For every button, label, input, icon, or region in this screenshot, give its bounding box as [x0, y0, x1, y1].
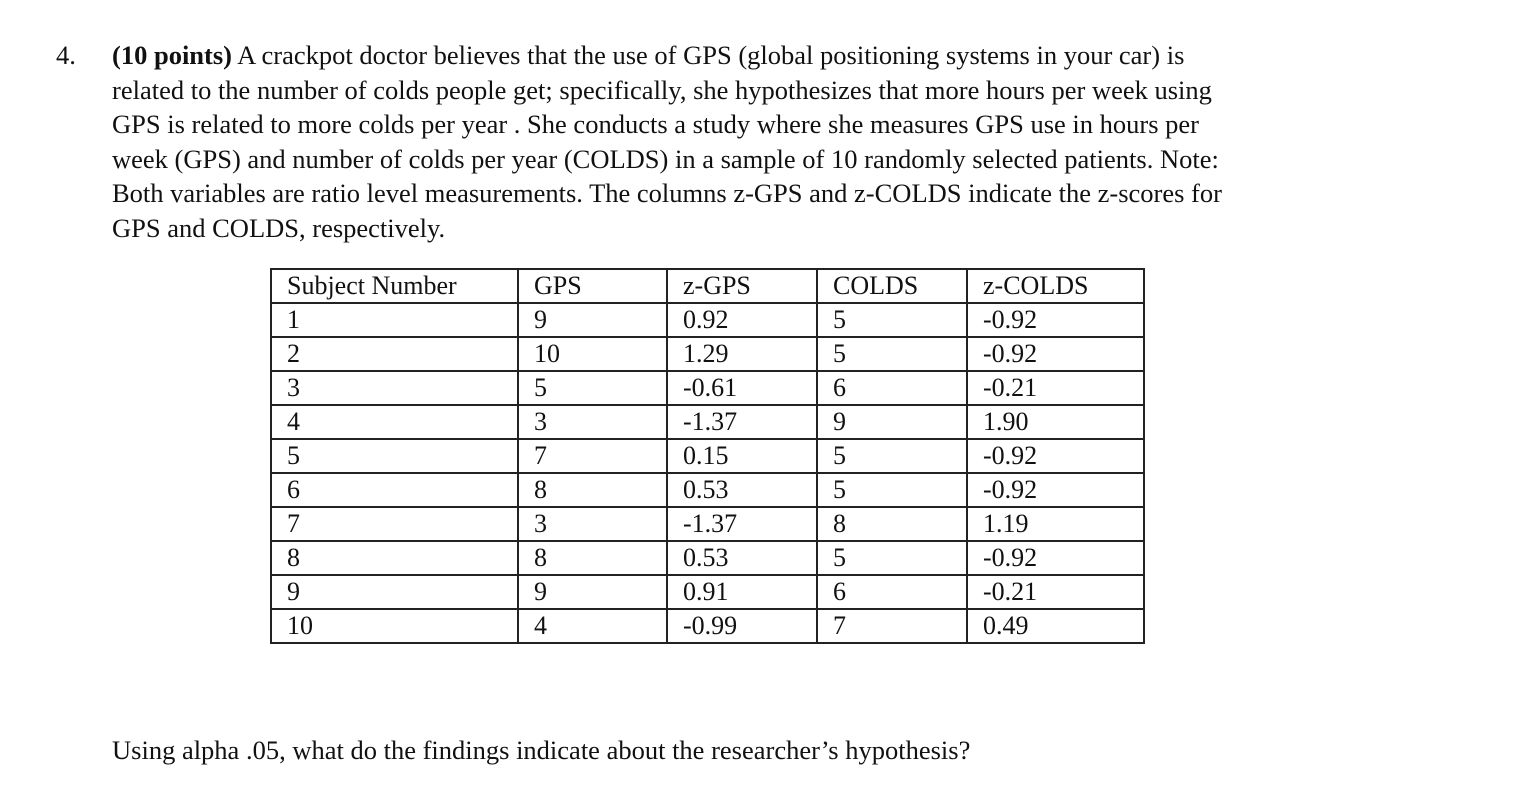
cell-z-colds: -0.92 [967, 439, 1144, 473]
header-z-colds: z-COLDS [967, 269, 1144, 303]
cell-z-colds: -0.21 [967, 575, 1144, 609]
header-gps: GPS [518, 269, 667, 303]
cell-colds: 6 [817, 371, 967, 405]
cell-z-gps: -0.99 [667, 609, 817, 643]
data-table [270, 268, 1145, 644]
header-colds: COLDS [817, 269, 967, 303]
question-line-6: GPS and COLDS, respectively. [112, 212, 446, 243]
cell-z-gps: 0.15 [667, 439, 817, 473]
cell-gps: 3 [518, 405, 667, 439]
cell-z-colds: -0.92 [967, 303, 1144, 337]
cell-subject: 8 [271, 541, 518, 575]
cell-z-gps: -1.37 [667, 507, 817, 541]
cell-gps: 9 [518, 575, 667, 609]
question-number: 4. [56, 40, 76, 70]
cell-z-gps: 0.53 [667, 541, 817, 575]
cell-z-colds: -0.21 [967, 371, 1144, 405]
header-z-gps: z-GPS [667, 269, 817, 303]
cell-z-colds: 1.19 [967, 507, 1144, 541]
cell-subject: 7 [271, 507, 518, 541]
header-subject-number: Subject Number [271, 269, 518, 303]
cell-gps: 3 [518, 507, 667, 541]
table-row [271, 541, 1144, 575]
cell-subject: 2 [271, 337, 518, 371]
question-line-1 [112, 38, 1396, 73]
cell-subject: 1 [271, 303, 518, 337]
cell-z-colds: 0.49 [967, 609, 1144, 643]
cell-subject: 3 [271, 371, 518, 405]
question-line-5: Both variables are ratio level measurements. The columns z-GPS and z-COLDS indicate the z-scores for [112, 178, 1222, 208]
question-line-3: GPS is related to more colds per year . She conducts a study where she measures GPS use in hours per [112, 109, 1200, 139]
table-row [271, 371, 1144, 405]
cell-z-gps: 0.92 [667, 303, 817, 337]
cell-subject: 5 [271, 439, 518, 473]
question-line-1-text: A crackpot doctor believes that the use of GPS (global positioning systems in your car) is [232, 40, 1185, 70]
cell-z-colds: -0.92 [967, 541, 1144, 575]
cell-colds: 6 [817, 575, 967, 609]
cell-colds: 5 [817, 439, 967, 473]
cell-subject: 10 [271, 609, 518, 643]
cell-gps: 5 [518, 371, 667, 405]
cell-colds: 9 [817, 405, 967, 439]
cell-gps: 4 [518, 609, 667, 643]
cell-gps: 10 [518, 337, 667, 371]
cell-z-gps: -0.61 [667, 371, 817, 405]
cell-z-gps: 1.29 [667, 337, 817, 371]
table-row [271, 473, 1144, 507]
cell-colds: 5 [817, 473, 967, 507]
cell-gps: 8 [518, 473, 667, 507]
followup-question: Using alpha .05, what do the findings indicate about the researcher’s hypothesis? [112, 735, 971, 765]
table-row [271, 575, 1144, 609]
cell-subject: 4 [271, 405, 518, 439]
cell-colds: 7 [817, 609, 967, 643]
cell-gps: 9 [518, 303, 667, 337]
cell-colds: 8 [817, 507, 967, 541]
table-row [271, 439, 1144, 473]
cell-subject: 6 [271, 473, 518, 507]
table-row [271, 303, 1144, 337]
cell-z-colds: 1.90 [967, 405, 1144, 439]
cell-subject: 9 [271, 575, 518, 609]
table-row [271, 507, 1144, 541]
table-row [271, 405, 1144, 439]
table-header-row [271, 269, 1144, 303]
question-points: (10 points) [112, 40, 233, 70]
question-4 [56, 38, 1396, 245]
cell-z-gps: -1.37 [667, 405, 817, 439]
cell-z-colds: -0.92 [967, 337, 1144, 371]
cell-z-colds: -0.92 [967, 473, 1144, 507]
cell-z-gps: 0.91 [667, 575, 817, 609]
question-line-4: week (GPS) and number of colds per year (COLDS) in a sample of 10 randomly selected patients. Note: [112, 143, 1219, 174]
cell-colds: 5 [817, 303, 967, 337]
cell-gps: 8 [518, 541, 667, 575]
question-line-2: related to the number of colds people get; specifically, she hypothesizes that more hours per week using [112, 74, 1212, 105]
cell-gps: 7 [518, 439, 667, 473]
table-row [271, 609, 1144, 643]
question-text [112, 38, 1396, 245]
cell-colds: 5 [817, 541, 967, 575]
table-row [271, 337, 1144, 371]
cell-colds: 5 [817, 337, 967, 371]
cell-z-gps: 0.53 [667, 473, 817, 507]
